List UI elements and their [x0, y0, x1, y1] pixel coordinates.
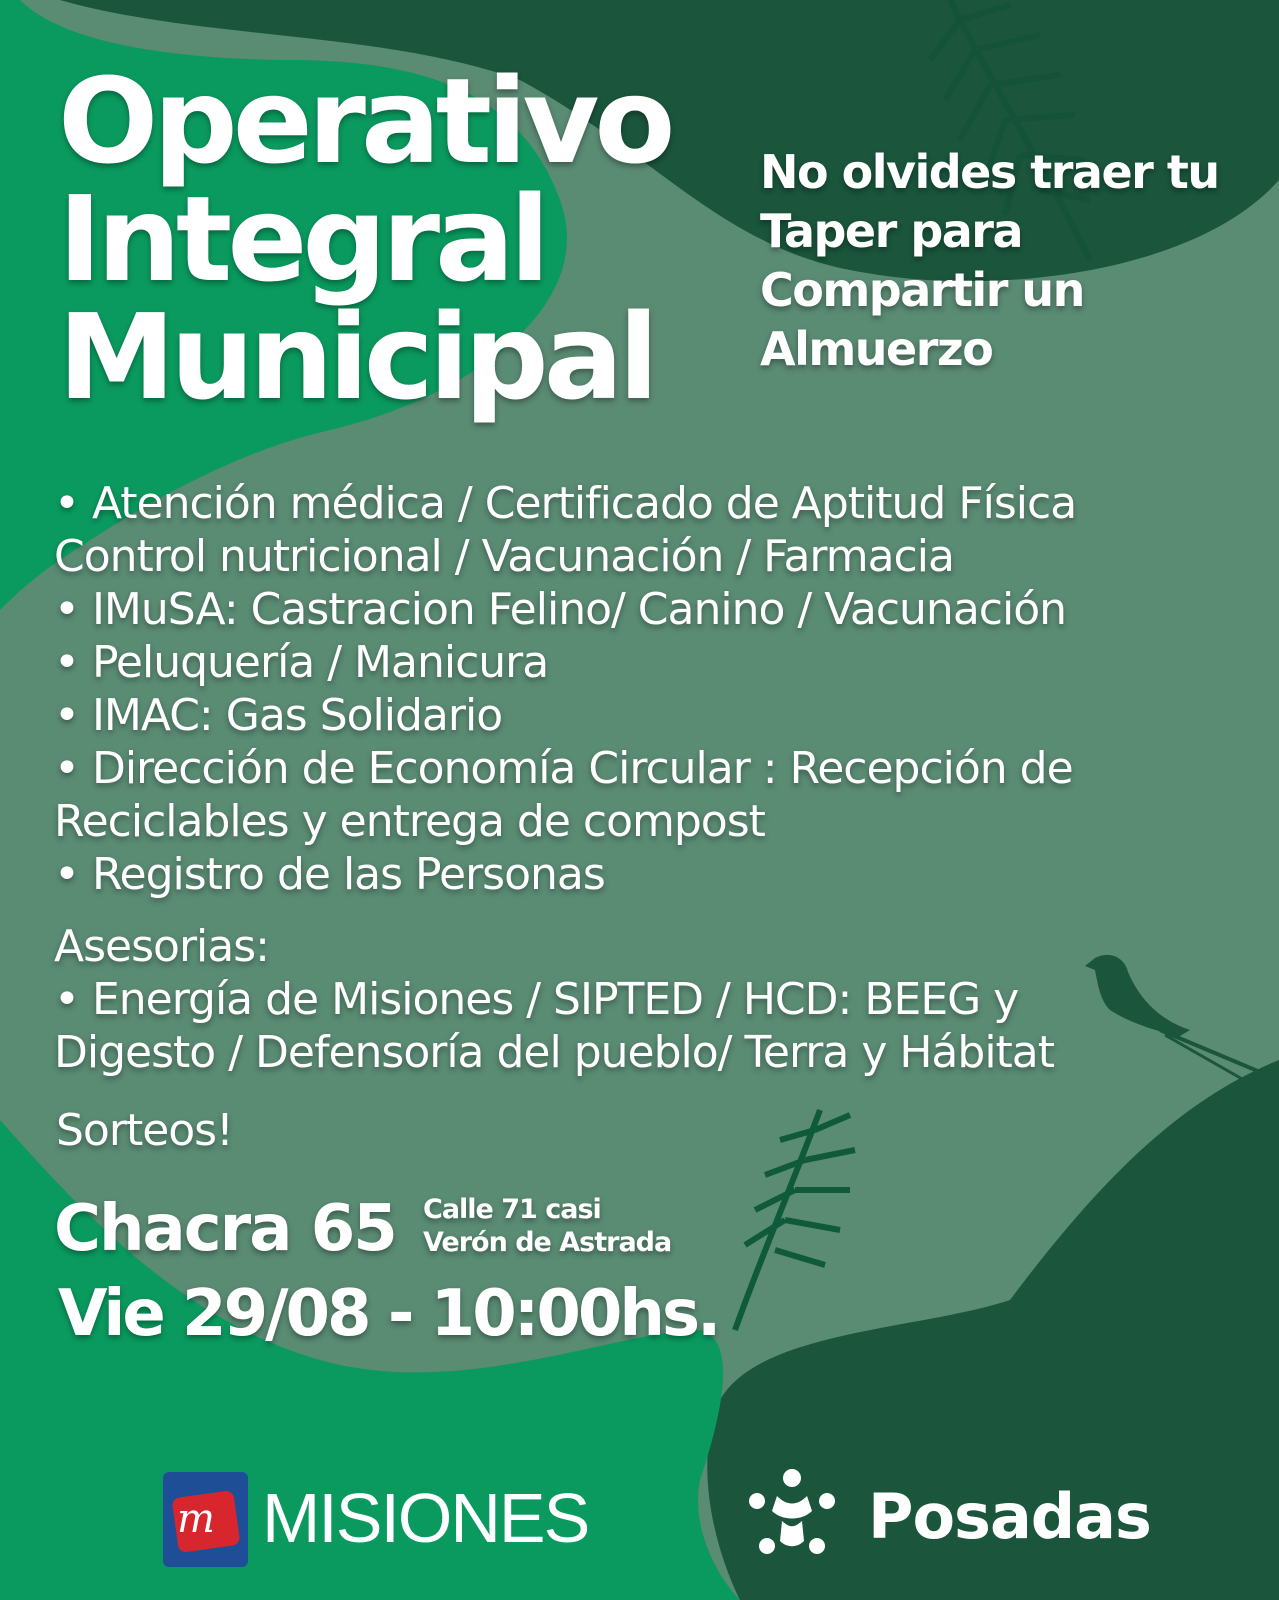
asesorias-section — [54, 920, 1234, 1079]
posadas-logo-icon — [742, 1466, 842, 1566]
palm-leaf-bottom — [735, 1110, 855, 1330]
service-item: Reciclables y entrega de compost — [54, 796, 765, 847]
address-line: Verón de Astrada — [423, 1227, 672, 1258]
asesorias-item: • Energía de Misiones / SIPTED / HCD: BEEG y — [54, 974, 1019, 1025]
misiones-logo-icon — [163, 1472, 248, 1567]
service-item: Control nutricional / Vacunación / Farmacia — [54, 531, 954, 582]
title-line: Integral — [58, 170, 546, 308]
location-place: Chacra 65 — [54, 1192, 396, 1266]
taper-reminder — [760, 143, 1240, 379]
reminder-line: Compartir un — [760, 263, 1084, 317]
sorteos-text: Sorteos! — [56, 1105, 233, 1156]
asesorias-heading: Asesorias: — [54, 921, 269, 972]
services-list — [54, 477, 1234, 901]
reminder-line: Taper para — [760, 204, 1023, 258]
service-item: • Dirección de Economía Circular : Recepción de — [54, 743, 1073, 794]
reminder-line: Almuerzo — [760, 322, 993, 376]
misiones-wordmark: MISIONES — [262, 1479, 589, 1557]
title-line: Municipal — [58, 288, 654, 426]
service-item: • Peluquería / Manicura — [54, 637, 549, 688]
service-item: • IMuSA: Castracion Felino/ Canino / Vacunación — [54, 584, 1067, 635]
service-item: • Atención médica / Certificado de Aptitud Física — [54, 478, 1077, 529]
asesorias-item: Digesto / Defensoría del pueblo/ Terra y Hábitat — [54, 1027, 1055, 1078]
title-line: Operativo — [58, 52, 671, 190]
posadas-wordmark: Posadas — [868, 1480, 1151, 1553]
misiones-mark: m — [177, 1496, 215, 1542]
page-title — [58, 52, 671, 426]
event-datetime: Vie 29/08 - 10:00hs. — [58, 1277, 719, 1351]
service-item: • Registro de las Personas — [54, 849, 605, 900]
service-item: • IMAC: Gas Solidario — [54, 690, 503, 741]
location-address — [423, 1193, 671, 1259]
reminder-line: No olvides traer tu — [760, 145, 1219, 199]
address-line: Calle 71 casi — [423, 1194, 601, 1225]
